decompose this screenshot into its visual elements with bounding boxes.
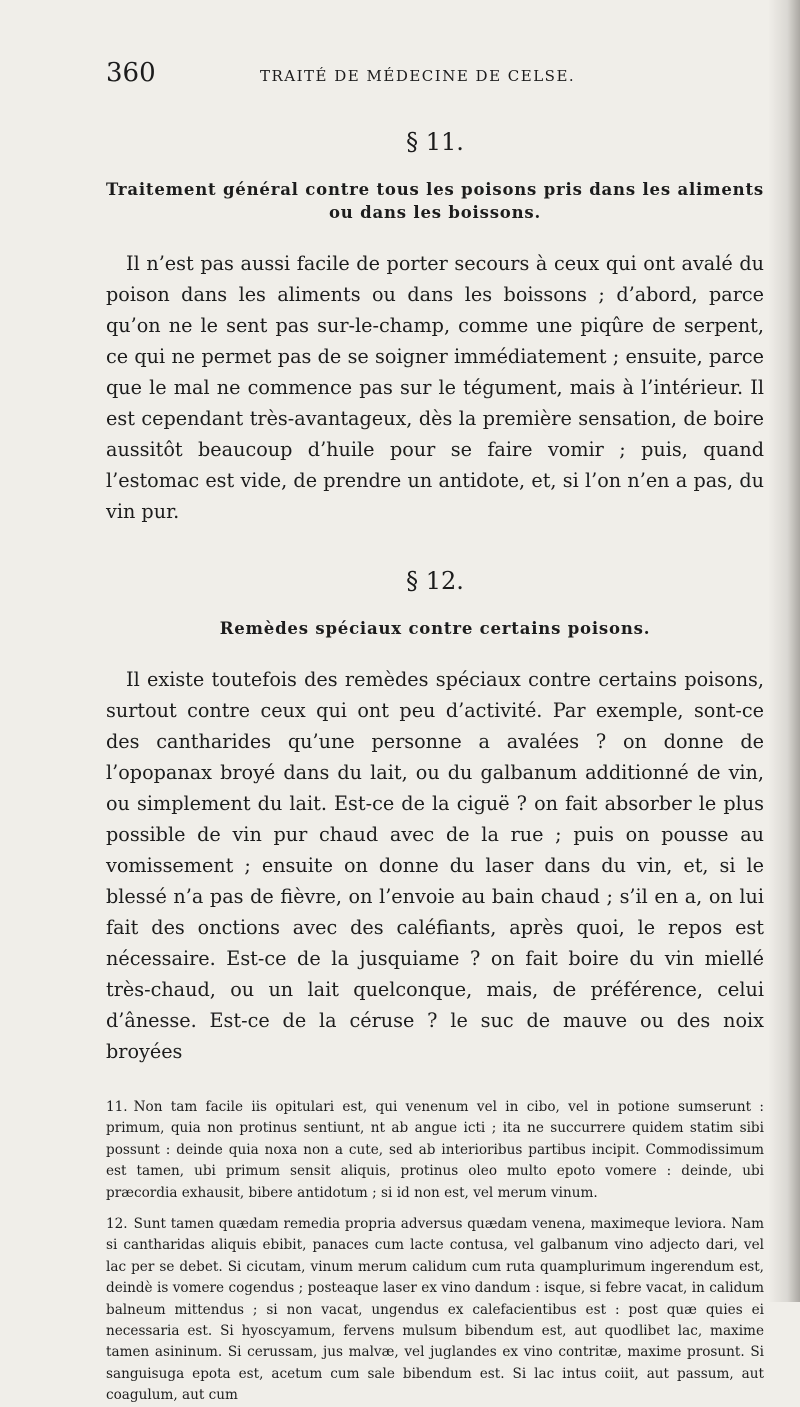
footnote-text: Sunt tamen quædam remedia propria adversus quædam venena, maximeque leviora. Nam si cantharidas aliquis ebibit, panaces cum lacte contusa, vel galbanum vino adjecto dari, vel lac per se debet. Si cicutam, vinum merum calidum cum ruta quamplurimum ingerendum est, deindè is vomere cogendus ; posteaque laser ex vino dandum : isque, si febre vacat, in calidum balneum mittendus ; si non vacat, ungendus ex calefacientibus est : post quæ quies ei necessaria est. Si hyoscyamum, fervens mulsum bibendum est, aut quodlibet lac, maxime tamen asininum. Si cerussam, jus malvæ, vel juglandes ex vino contritæ, maxime prosunt. Si sanguisuga epota est, acetum cum sale bibendum est. Si lac intus coiit, aut passum, aut coagulum, aut cum [106, 1216, 764, 1404]
section-title: Traitement général contre tous les poisons pris dans les aliments ou dans les boissons. [106, 180, 764, 222]
page-edge-shadow [768, 0, 800, 1302]
section-number: § 12. [406, 567, 464, 595]
running-title: TRAITÉ DE MÉDECINE DE CELSE. [260, 67, 576, 85]
section-12 [106, 567, 764, 1067]
page-header [106, 58, 764, 88]
footnote [106, 1097, 764, 1204]
latin-footnotes [106, 1097, 764, 1407]
footnote [106, 1214, 764, 1407]
footnote-number: 12. [106, 1216, 128, 1233]
section-number: § 11. [406, 128, 464, 156]
section-body: Il existe toutefois des remèdes spéciaux contre certains poisons, surtout contre ceux qui ont peu d’activité. Par exemple, sont-ce des cantharides qu’une personne a avalées ? on donne de l’opopanax broyé dans du lait, ou du galbanum additionné de vin, ou simplement du lait. Est-ce de la ciguë ? on fait absorber le plus possible de vin pur chaud avec de la rue ; puis on pousse au vomissement ; ensuite on donne du laser dans du vin, et, si le blessé n’a pas de fièvre, on l’envoie au bain chaud ; s’il en a, on lui fait des onctions avec des caléfiants, après quoi, le repos est nécessaire. Est-ce de la jusquiame ? on fait boire du vin miellé très-chaud, ou un lait quelconque, mais, de préférence, celui d’ânesse. Est-ce de la céruse ? le suc de mauve ou des noix broyées [106, 668, 764, 1063]
section-11 [106, 128, 764, 527]
section-body: Il n’est pas aussi facile de porter secours à ceux qui ont avalé du poison dans les aliments ou dans les boissons ; d’abord, parce qu’on ne le sent pas sur-le-champ, comme une piqûre de serpent, ce qui ne permet pas de se soigner immédiatement ; ensuite, parce que le mal ne commence pas sur le tégument, mais à l’intérieur. Il est cependant très-avantageux, dès la première sensation, de boire aussitôt beaucoup d’huile pour se faire vomir ; puis, quand l’estomac est vide, de prendre un antidote, et, si l’on n’en a pas, du vin pur. [106, 252, 764, 523]
footnote-number: 11. [106, 1099, 128, 1115]
section-title: Remèdes spéciaux contre certains poisons. [219, 619, 651, 638]
page-number: 360 [106, 58, 156, 88]
footnote-text: Non tam facile iis opitulari est, qui venenum vel in cibo, vel in potione sumserunt : primum, quia non protinus sentiunt, nt ab angue icti ; ita ne succurrere quidem statim sibi possunt : deinde quia noxa non a cute, sed ab interioribus partibus incipit. Commodissimum est tamen, ubi primum sensit aliquis, protinus oleo multo epoto vomere : deinde, ubi præcordia exhausit, bibere antidotum ; si id non est, vel merum vinum. [106, 1099, 764, 1201]
